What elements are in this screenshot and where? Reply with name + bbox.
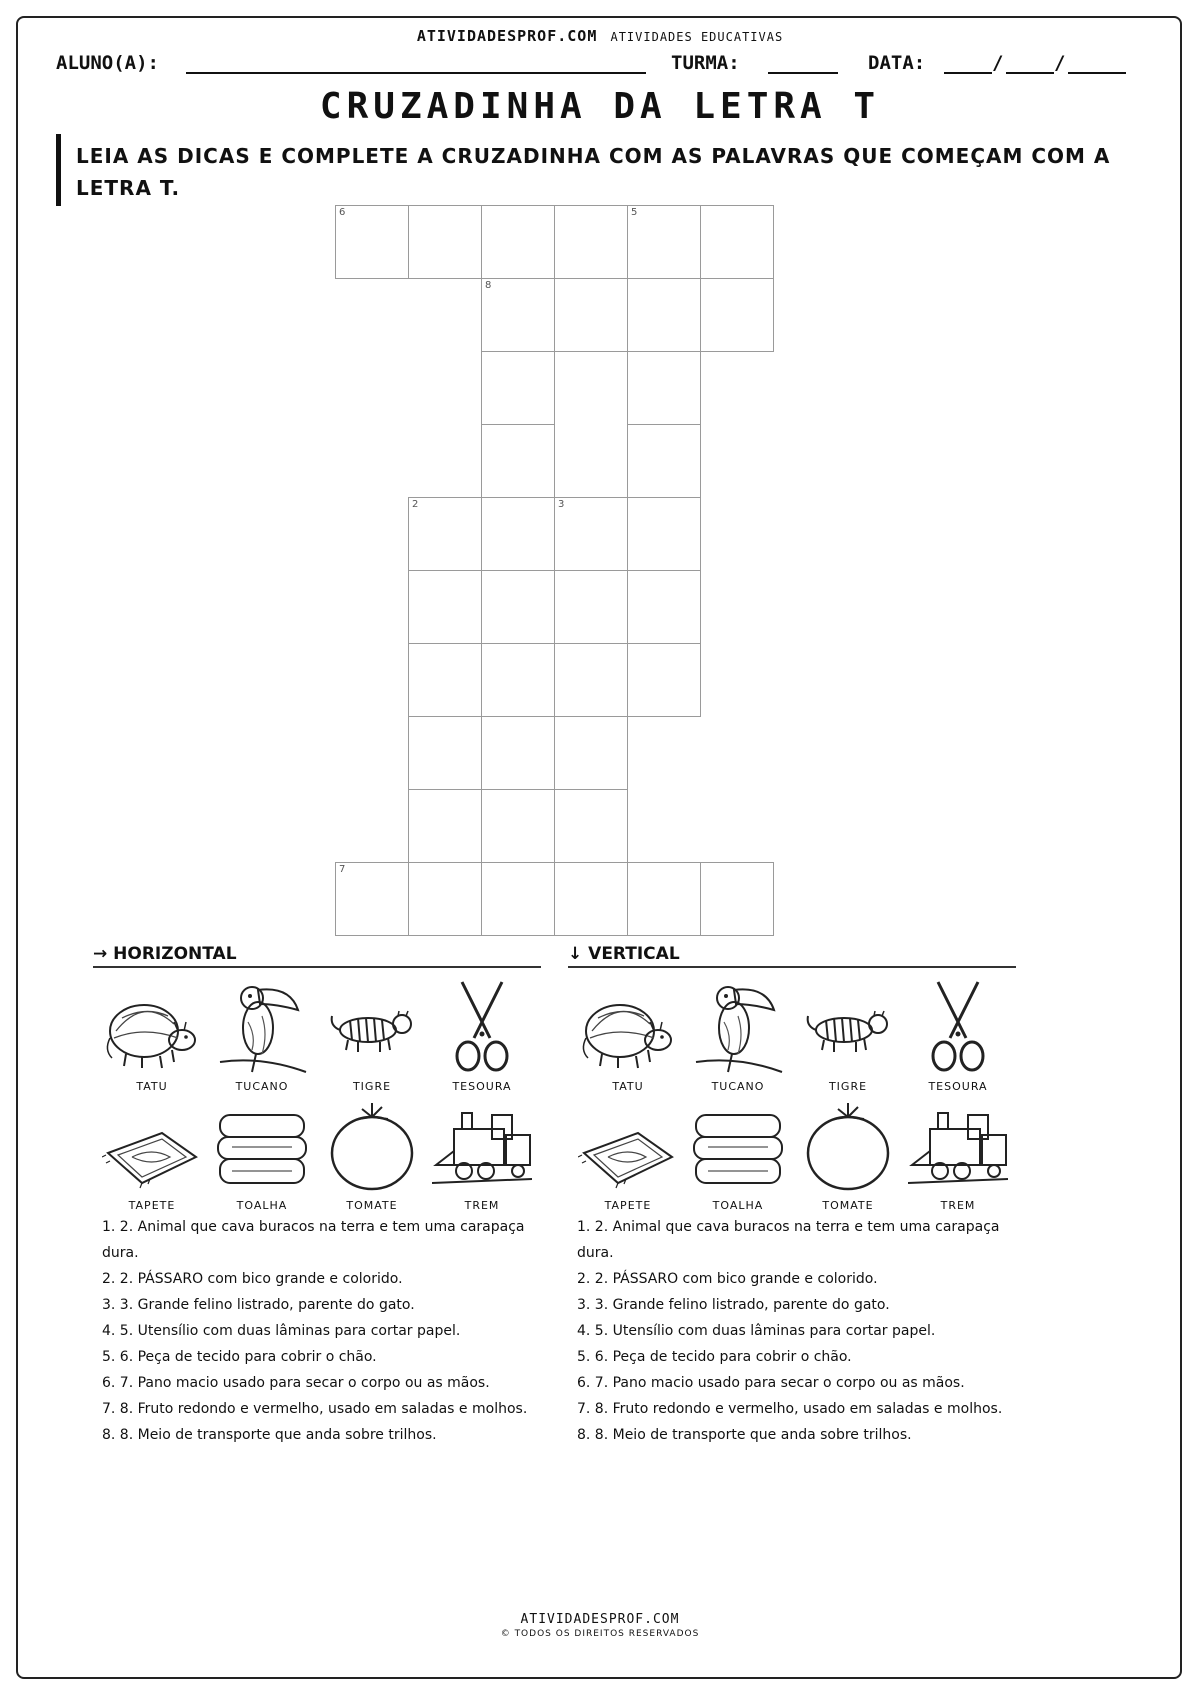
clue-number: 3	[558, 499, 565, 510]
picture-label: TUCANO	[235, 1080, 289, 1093]
site-name: ATIVIDADESPROF.COM	[416, 27, 598, 45]
class-field[interactable]	[768, 72, 838, 74]
student-info-row	[56, 52, 1146, 78]
crossword-cell[interactable]	[627, 862, 701, 936]
picture-tucano	[206, 976, 318, 1096]
clue-item: 5. 6. Peça de tecido para cobrir o chão.	[577, 1349, 852, 1365]
crossword-cell[interactable]	[408, 862, 482, 936]
crossword-cell[interactable]	[481, 278, 555, 352]
picture-label: TOALHA	[712, 1199, 764, 1212]
instructions-text: LEIA AS DICAS E COMPLETE A CRUZADINHA COM AS PALAVRAS QUE COMEÇAM COM A LETRA T.	[76, 144, 1111, 200]
vertical-clue-list	[577, 1214, 1037, 1448]
crossword-cell[interactable]	[554, 497, 628, 571]
clue-item: 3. 3. Grande felino listrado, parente do gato.	[102, 1297, 415, 1313]
crossword-cell[interactable]	[408, 643, 482, 717]
page-title: CRUZADINHA DA LETRA T	[319, 86, 881, 127]
crossword-cell[interactable]	[627, 351, 701, 425]
crossword-cell[interactable]	[481, 205, 555, 279]
crossword-cell[interactable]	[408, 497, 482, 571]
crossword-cell[interactable]	[627, 497, 701, 571]
clue-number: 5	[631, 207, 638, 218]
crossword-cell[interactable]	[481, 351, 555, 425]
clue-item: 1. 2. Animal que cava buracos na terra e tem uma carapaça dura.	[102, 1219, 525, 1261]
crossword-cell[interactable]	[408, 205, 482, 279]
date-day-field[interactable]	[944, 72, 992, 74]
date-separator: /	[1054, 52, 1066, 74]
crossword-cell[interactable]	[408, 789, 482, 863]
clue-number: 8	[485, 280, 492, 291]
crossword-cell[interactable]	[408, 570, 482, 644]
clue-item: 6. 7. Pano macio usado para secar o corpo ou as mãos.	[102, 1375, 490, 1391]
clue-item: 8. 8. Meio de transporte que anda sobre trilhos.	[577, 1427, 912, 1443]
picture-trem	[902, 1095, 1014, 1215]
picture-tomate	[792, 1095, 904, 1215]
footer-rights: © TODOS OS DIREITOS RESERVADOS	[500, 1629, 700, 1639]
clue-item: 4. 5. Utensílio com duas lâminas para cortar papel.	[577, 1323, 936, 1339]
picture-tapete	[572, 1095, 684, 1215]
crossword-cell[interactable]	[627, 278, 701, 352]
clue-item: 7. 8. Fruto redondo e vermelho, usado em saladas e molhos.	[102, 1401, 528, 1417]
picture-label: TREM	[940, 1199, 976, 1212]
crossword-cell[interactable]	[554, 862, 628, 936]
crossword-cell[interactable]	[700, 205, 774, 279]
crossword-cell[interactable]	[700, 278, 774, 352]
crossword-cell[interactable]	[554, 278, 628, 352]
crossword-cell[interactable]	[481, 716, 555, 790]
picture-label: TIGRE	[828, 1080, 868, 1093]
site-header	[0, 26, 1200, 45]
crossword-cell[interactable]	[554, 716, 628, 790]
picture-label: TIGRE	[352, 1080, 392, 1093]
crossword-cell[interactable]	[554, 205, 628, 279]
horizontal-clue-list	[102, 1214, 552, 1448]
picture-tigre	[316, 976, 428, 1096]
crossword-cell[interactable]	[335, 862, 409, 936]
picture-tatu	[96, 976, 208, 1096]
picture-tigre	[792, 976, 904, 1096]
clue-item: 4. 5. Utensílio com duas lâminas para cortar papel.	[102, 1323, 461, 1339]
crossword-cell[interactable]	[700, 862, 774, 936]
crossword-cell[interactable]	[481, 643, 555, 717]
footer-site: ATIVIDADESPROF.COM	[520, 1612, 680, 1627]
crossword-cell[interactable]	[335, 205, 409, 279]
picture-label: TOALHA	[236, 1199, 288, 1212]
site-subtitle: ATIVIDADES EDUCATIVAS	[610, 30, 784, 44]
picture-tapete	[96, 1095, 208, 1215]
picture-tucano	[682, 976, 794, 1096]
crossword-cell[interactable]	[481, 497, 555, 571]
clue-item: 7. 8. Fruto redondo e vermelho, usado em saladas e molhos.	[577, 1401, 1003, 1417]
clue-item: 3. 3. Grande felino listrado, parente do gato.	[577, 1297, 890, 1313]
picture-label: TUCANO	[711, 1080, 765, 1093]
picture-trem	[426, 1095, 538, 1215]
student-label: ALUNO(A):	[56, 52, 159, 74]
crossword-cell[interactable]	[627, 205, 701, 279]
clue-item: 6. 7. Pano macio usado para secar o corpo ou as mãos.	[577, 1375, 965, 1391]
date-separator: /	[992, 52, 1004, 74]
footer	[0, 1612, 1200, 1639]
crossword-cell[interactable]	[554, 789, 628, 863]
picture-tatu	[572, 976, 684, 1096]
clue-item: 5. 6. Peça de tecido para cobrir o chão.	[102, 1349, 377, 1365]
horizontal-heading: → HORIZONTAL	[93, 944, 237, 964]
date-month-field[interactable]	[1006, 72, 1054, 74]
crossword-cell[interactable]	[554, 570, 628, 644]
student-name-field[interactable]	[186, 72, 646, 74]
instructions-bar	[56, 134, 61, 206]
picture-label: TOMATE	[346, 1199, 398, 1212]
crossword-cell[interactable]	[481, 424, 555, 498]
class-label: TURMA:	[671, 52, 740, 74]
clue-number: 7	[339, 864, 346, 875]
crossword-cell[interactable]	[627, 643, 701, 717]
picture-label: TAPETE	[604, 1199, 652, 1212]
date-label: DATA:	[868, 52, 926, 74]
clue-item: 8. 8. Meio de transporte que anda sobre trilhos.	[102, 1427, 437, 1443]
picture-tesoura	[902, 976, 1014, 1096]
clue-item: 1. 2. Animal que cava buracos na terra e tem uma carapaça dura.	[577, 1219, 1000, 1261]
vertical-heading: ↓ VERTICAL	[568, 944, 680, 964]
crossword-cell[interactable]	[481, 862, 555, 936]
horizontal-divider	[93, 966, 541, 968]
clue-number: 6	[339, 207, 346, 218]
crossword-cell[interactable]	[554, 643, 628, 717]
picture-toalha	[206, 1095, 318, 1215]
picture-toalha	[682, 1095, 794, 1215]
picture-label: TESOURA	[452, 1080, 512, 1093]
crossword-cell[interactable]	[627, 424, 701, 498]
date-year-field[interactable]	[1068, 72, 1126, 74]
picture-label: TOMATE	[822, 1199, 874, 1212]
vertical-divider	[568, 966, 1016, 968]
picture-tesoura	[426, 976, 538, 1096]
clue-number: 2	[412, 499, 419, 510]
picture-label: TESOURA	[928, 1080, 988, 1093]
clue-item: 2. 2. PÁSSARO com bico grande e colorido.	[102, 1271, 403, 1287]
picture-label: TATU	[136, 1080, 168, 1093]
picture-label: TREM	[464, 1199, 500, 1212]
crossword-cell[interactable]	[481, 570, 555, 644]
picture-tomate	[316, 1095, 428, 1215]
picture-label: TATU	[612, 1080, 644, 1093]
clue-item: 2. 2. PÁSSARO com bico grande e colorido.	[577, 1271, 878, 1287]
crossword-cell[interactable]	[408, 716, 482, 790]
picture-label: TAPETE	[128, 1199, 176, 1212]
crossword-cell[interactable]	[627, 570, 701, 644]
